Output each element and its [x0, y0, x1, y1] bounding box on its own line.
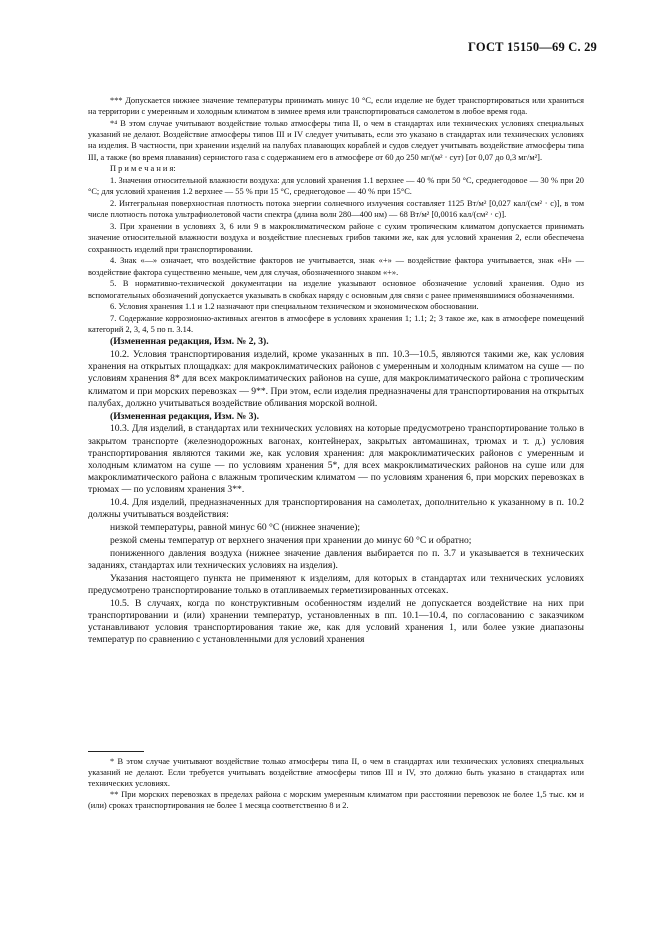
- footnote-2: ** При морских перевозках в пределах района с морским умеренным климатом при расстоянии перевозок не более 1,5 тыс. км и (или) сроках транспортирования не более 1 месяца соответственно 8 и 2.: [88, 790, 584, 811]
- footnotes: [88, 756, 584, 811]
- footnote-1: * В этом случае учитывают воздействие только атмосферы типа II, о чем в стандартах или технических условиях специальных указаний не делают. Если требуется учитывать воздействие атмосферы типов III и IV, это должно быть указано в стандартах или технических условиях.: [88, 757, 584, 789]
- note-6: 6. Условия хранения 1.1 и 1.2 назначают при специальном техническом и экономическом обосновании.: [110, 302, 479, 312]
- list-item-low-pressure: пониженного давления воздуха (нижнее значение давления выбирается по п. 3.7 и указывается в технических заданиях, стандартах или технических условиях на изделия).: [88, 547, 584, 572]
- section-10-4: 10.4. Для изделий, предназначенных для транспортирования на самолетах, дополнительно к указанному в п. 10.2 должны учитываться воздействия:: [88, 497, 584, 521]
- paragraph-footnote-3: *** Допускается нижнее значение температуры принимать минус 10 °С, если изделие не будет транспортироваться или храниться на территории с умеренным и холодным климатом в зимнее время или транспортироваться самолетом в любое время года.: [88, 96, 584, 117]
- note-7: 7. Содержание коррозионно-активных агентов в атмосфере в условиях хранения 1; 1.1; 2; 3 такое же, как в атмосфере помещений категорий 2, 3, 4, 5 по п. 3.14.: [88, 314, 584, 335]
- note-1: 1. Значения относительной влажности воздуха: для условий хранения 1.1 верхнее — 40 % при 50 °С, среднегодовое — 30 % при 20 °С; для условий хранения 1.2 верхнее — 55 % при 15 °С, среднегодовое — 40 % при 15°С.: [88, 176, 584, 197]
- section-10-3: 10.3. Для изделий, в стандартах или технических условиях на которые предусмотрено транспортирование только в закрытом транспорте (железнодорожных вагонах, контейнерах, закрытых автомашинах, трюмах и т. д.) условия транспортирования являются такими же, как условия хранения: для макроклиматических районов с умеренным и холодным климатом на суше — по условиям хранения 5*, для всех макроклиматических районов на суше или для макроклиматического района с влажным тропическим климатом — по условиям хранения 6, при морских перевозках в трюмах — по условиям хранения 3**.: [88, 423, 584, 496]
- note-2: 2. Интегральная поверхностная плотность потока энергии солнечного излучения составляет 1125 Вт/м² [0,027 кал/(см² · с)], в том числе плотность потока ультрафиолетовой части спектра (длина волн 280—400 нм) — 68 Вт/м² [0,0016 кал/(см² · с)].: [88, 199, 584, 220]
- note-3: 3. При хранении в условиях 3, 6 или 9 в макроклиматическом районе с сухим тропическим климатом допускается принимать значение относительной влажности воздуха и воздействие плесневых грибов такими же, как для условий хранения 2, если обеспечена сохранность изделий при транспортировании.: [88, 222, 584, 254]
- note-5: 5. В нормативно-технической документации на изделие указывают основное обозначение условий хранения. Одно из вспомогательных обозначений допускается указывать в скобках наряду с основным для связи с ранее применявшимися обозначениями.: [88, 279, 584, 300]
- list-item-low-temperature: низкой температуры, равной минус 60 °С (нижнее значение);: [110, 522, 361, 534]
- paragraph-exception: Указания настоящего пункта не применяют к изделиям, для которых в стандартах или технических условиях предусмотрено транспортирование только в отапливаемых герметизированных отсеках.: [88, 572, 584, 597]
- paragraph-footnote-4: *⁴ В этом случае учитывают воздействие только атмосферы типа II, о чем в стандартах или технических условиях специальных указаний не делают. Воздействие атмосферы типов III и IV следует учитывать, если это указано в стандартах или технических условиях на изделия. В частности, при хранении изделий на палубах плавающих кораблей и судов следует учитывать воздействие атмосферы типа III, а также (во время плавания) сернистого газа с содержанием его в атмосфере от 60 до 250 мг/(м² · сут) [от 0,07 до 0,3 мг/м²].: [88, 119, 584, 162]
- revision-note: (Измененная редакция, Изм. № 3).: [110, 410, 260, 422]
- list-item-temperature-change: резкой смены температур от верхнего значения при хранении до минус 60 °С и обратно;: [110, 535, 472, 547]
- note-4: 4. Знак «—» означает, что воздействие факторов не учитывается, знак «+» — воздействие фактора учитывается, знак «Н» — воздействие фактора существенно меньше, чем для случая, обозначенного знаком «+».: [88, 256, 584, 277]
- revision-note: (Измененная редакция, Изм. № 2, 3).: [110, 336, 269, 348]
- document-body: [88, 95, 584, 647]
- page-header: ГОСТ 15150—69 С. 29: [468, 40, 597, 54]
- section-10-2: 10.2. Условия транспортирования изделий, кроме указанных в пп. 10.3—10.5, являются такими же, как условия хранения на открытых площадках: для макроклиматических районов с умеренным и холодным климатом на суше — по условиям хранения 8* для всех макроклиматических районов на суше, для макроклиматического района с тропическим климатом и при морских перевозках — 9**. При этом, если изделия предназначены для транспортирования на открытых палубах, должно учитываться воздействие обливания морской волной.: [88, 349, 584, 409]
- section-10-5: 10.5. В случаях, когда по конструктивным особенностям изделий не допускается воздействие на них при транспортировании и (или) хранении температур, установленных в пп. 10.1—10.4, по согласованию с заказчиком устанавливают условия транспортирования такие же, как для условий хранения 1, или более узкие диапазоны температур по сравнению с установленными для условий хранения: [88, 597, 584, 646]
- footnote-divider: [88, 751, 144, 752]
- notes-heading: П р и м е ч а н и я:: [110, 164, 176, 174]
